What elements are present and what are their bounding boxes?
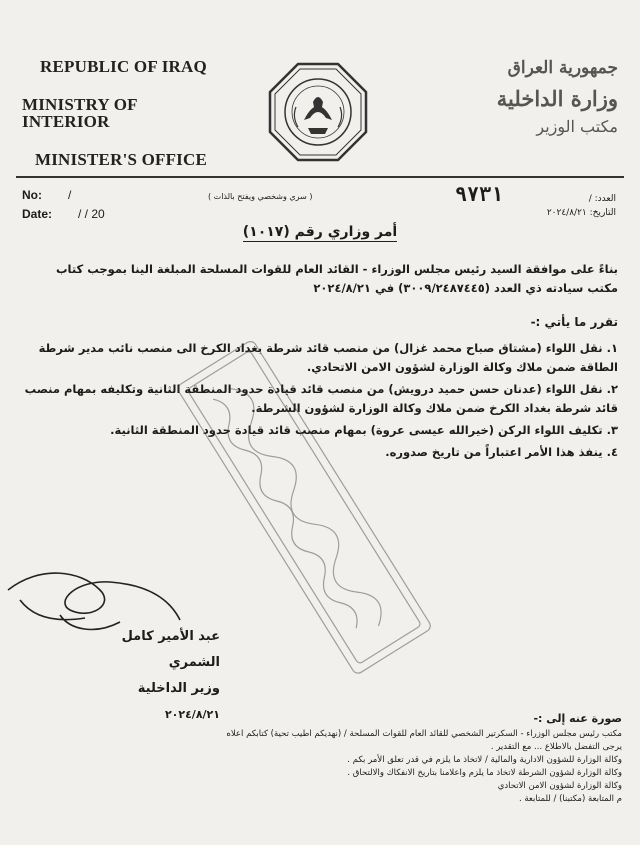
signatory-title: وزير الداخلية [137, 681, 220, 696]
english-number-label: No: [22, 188, 42, 202]
copies-to-line: يرجى التفضل بالاطلاع ... مع التقدير . [490, 742, 622, 752]
english-number-value: / [68, 188, 72, 202]
signature-date: ٢٠٢٤/٨/٢١ [164, 708, 220, 721]
copies-to-line: وكالة الوزارة لشؤون الامن الاتحادي [497, 781, 622, 791]
copies-to-line: مكتب رئيس مجلس الوزراء - السكرتير الشخصي للقائد العام للقوات المسلحة / (نهديكم اطيب تحية) كتابكم اعلاه [226, 729, 622, 739]
order-title: أمر وزاري رقم (١٠١٧) [242, 224, 398, 240]
copies-to-line: م المتابعة (مكتبنا) / للمتابعة . [518, 794, 622, 804]
english-date-label: Date: [22, 207, 53, 221]
signatory-name: عبد الأمير كامل الشمري [121, 629, 220, 670]
copies-to-title: صورة عنه إلى :- [533, 712, 622, 725]
letterhead-ar-ministry: وزارة الداخلية [496, 86, 618, 111]
header-divider [16, 176, 624, 178]
ministry-seal-icon [268, 62, 368, 162]
arabic-number-field: العدد: / [588, 194, 616, 204]
handwritten-document-number: ٩٧٣١ [455, 182, 504, 206]
english-number-field [22, 188, 71, 202]
confidentiality-note: ( سري وشخصي ويفتح بالذات ) [208, 192, 313, 201]
letterhead-line-ministry: MINISTRY OF INTERIOR [22, 95, 138, 131]
letterhead-line-office: MINISTER'S OFFICE [35, 150, 208, 169]
letterhead-line-republic: REPUBLIC OF IRAQ [40, 57, 207, 76]
order-item: ٤. ينفذ هذا الأمر اعتباراً من تاريخ صدوره. [385, 445, 618, 459]
order-intro-paragraph: بناءً على موافقة السيد رئيس مجلس الوزراء - القائد العام للقوات المسلحة المبلغة الينا بموجب كتاب مكتب سيادته ذي العدد (٣٠٠٩/٢٤٨٧٤٤٥) في ٢٠٢٤/٨/٢١ [55, 262, 618, 295]
letterhead-ar-republic: جمهورية العراق [507, 58, 618, 78]
copies-to-section [18, 712, 622, 806]
order-item: ٢. نقل اللواء (عدنان حسن حميد درويش) من منصب قائد قيادة حدود المنطقة الثانية وتكليفه بمهام منصب قائد شرطة بغداد الكرخ ضمن ملاك وكالة الوزارة لشؤون الشرطة. [24, 382, 618, 415]
english-date-field [22, 207, 105, 221]
decided-heading: تقرر ما يأتي :- [530, 315, 618, 329]
order-item: ٣. تكليف اللواء الركن (خيرالله عيسى عروة) بمهام منصب قائد قيادة حدود المنطقة الثانية. [110, 423, 618, 437]
copies-to-line: وكالة الوزارة لشؤون الشرطة لاتخاذ ما يلزم واعلامنا بتاريخ الانفكاك والالتحاق . [347, 768, 622, 778]
arabic-date-field: التاريخ: ٢٠٢٤/٨/٢١ [546, 208, 616, 218]
order-item: ١. نقل اللواء (مشتاق صباح محمد غزال) من منصب قائد شرطة بغداد الكرخ الى منصب نائب مدير شرطة الطاقة ضمن ملاك وكالة الوزارة لشؤون الامن الاتحادي. [38, 341, 618, 374]
english-letterhead [22, 58, 212, 189]
copies-to-line: وكالة الوزارة للشؤون الادارية والمالية / لاتخاذ ما يلزم في قدر تعلق الأمر بكم . [347, 755, 622, 765]
arabic-letterhead [458, 58, 618, 136]
english-date-value: / / 20 [78, 207, 105, 221]
order-items-list [22, 339, 618, 465]
letterhead-ar-office: مكتب الوزير [536, 117, 618, 136]
